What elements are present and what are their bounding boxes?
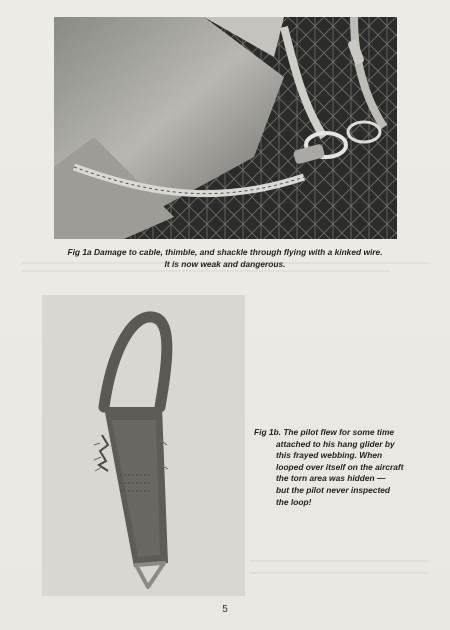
- show-through-line: [22, 270, 390, 272]
- caption-line: Fig 1a Damage to cable, thimble, and shackle through flying with a kinked wire.: [67, 247, 383, 257]
- frayed-webbing-image: [42, 295, 245, 596]
- caption-line: but the pilot never inspected: [276, 484, 391, 495]
- caption-line: this frayed webbing. When: [276, 450, 383, 461]
- caption-line: Fig 1b. The pilot flew for some time: [254, 427, 395, 437]
- show-through-line: [250, 572, 428, 574]
- figure-1b-photo: [42, 295, 245, 596]
- caption-line: the loop!: [276, 496, 312, 507]
- cable-damage-image: [54, 17, 397, 239]
- caption-line: the torn area was hidden —: [276, 473, 386, 484]
- show-through-line: [250, 560, 428, 562]
- caption-line: looped over itself on the aircraft: [276, 461, 404, 472]
- figure-1a-photo: [54, 17, 397, 239]
- figure-1b-caption: [254, 427, 409, 508]
- caption-line: attached to his hang glider by: [276, 438, 395, 449]
- page-number: 5: [222, 604, 228, 615]
- figure-1a-caption: [40, 246, 410, 270]
- caption-line: It is now weak and dangerous.: [164, 259, 286, 269]
